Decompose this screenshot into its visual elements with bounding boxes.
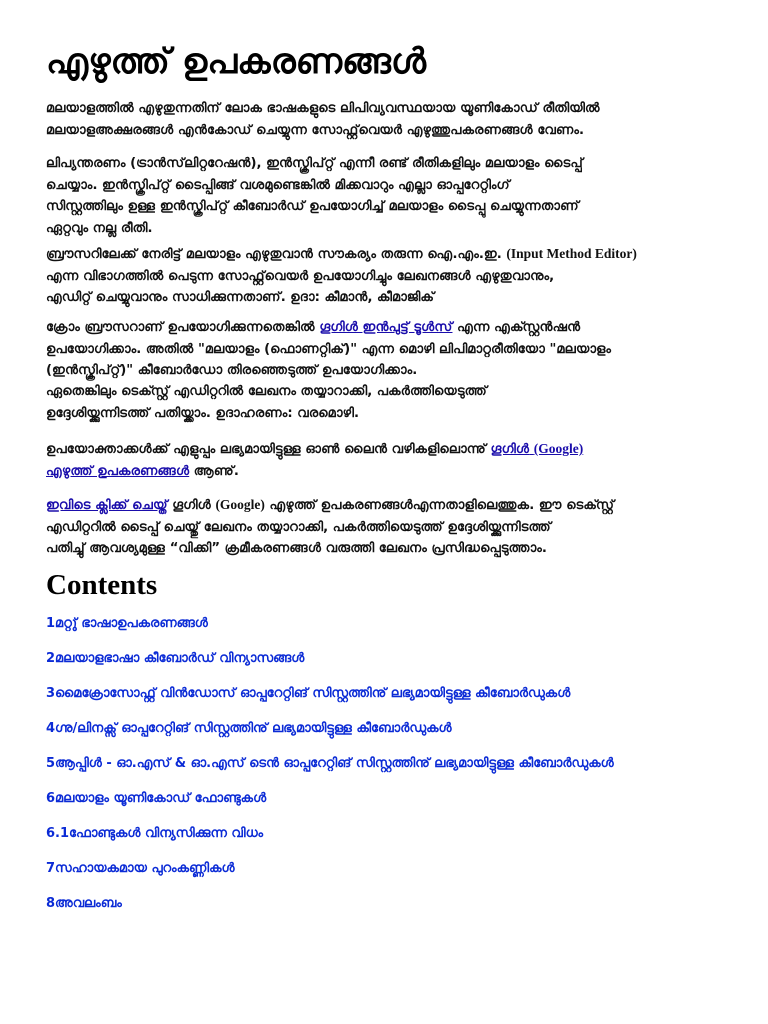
toc-item — [46, 787, 614, 822]
toc-item — [46, 682, 614, 717]
intro-paragraph — [46, 98, 736, 141]
text-segment: ഉപയോക്താക്കൾക്ക് എളുപ്പം ലഭ്യമായിട്ടുള്ള ഓൺ ലൈൻ വഴികളിലൊന്നു് — [46, 442, 486, 457]
google-input-tools-link[interactable]: ഗൂഗിൾ ഇൻപുട്ട് ടൂൾസ് — [319, 320, 453, 335]
toc-link-1[interactable]: 1മറ്റു് ഭാഷാഉപകരണങ്ങൾ — [46, 616, 208, 631]
click-here-link[interactable]: ഇവിടെ ക്ലിക്ക് ചെയ്ത് — [46, 498, 168, 513]
toc-link-2[interactable]: 2മലയാളഭാഷാ കീബോർഡ് വിന്യാസങ്ങൾ — [46, 651, 305, 666]
click-here-paragraph — [46, 494, 736, 560]
text-line: ഉപയോഗിക്കാം. അതിൽ "മലയാളം (ഫൊണറ്റിക്)" എന്ന മൊഴി ലിപിമാറ്റരീതിയോ "മലയാളം — [46, 341, 612, 357]
toc-item — [46, 857, 614, 892]
toc-item — [46, 647, 614, 682]
text-segment: എഴുത്ത് ഉപകരണങ്ങൾഎന്നതാളിലെത്തുക. ഈ ടെക്സ്റ്റ് — [269, 498, 615, 513]
text-line: എഡിറ്ററിൽ ടൈപ്പ് ചെയ്തു് ലേഖനം തയ്യാറാക്കി, പകർത്തിയെടുത്ത് ഉദ്ദേശിയ്ക്കുന്നിടത്ത് — [46, 519, 551, 535]
editor-paragraph — [46, 381, 736, 424]
toc-link-7[interactable]: 7സഹായകമായ പുറംകണ്ണികൾ — [46, 861, 235, 876]
ime-paragraph — [46, 243, 736, 309]
text-line: ചെയ്യാം. ഇൻസ്ക്രിപ്റ്റ് ടൈപ്പിങ്ങ് വശമുണ്ടെങ്കിൽ മിക്കവാറും എല്ലാ ഓപ്പറേറ്റിംഗ് — [46, 177, 510, 193]
text-line: മലയാളഅക്ഷരങ്ങൾ എൻകോഡ് ചെയ്യുന്ന സോഫ്റ്റ്‌വെയർ എഴുത്തുപകരണങ്ങൾ വേണം. — [46, 122, 584, 138]
toc-link-6[interactable]: 6മലയാളം യൂണികോഡ് ഫോണ്ടുകൾ — [46, 791, 267, 806]
google-link[interactable] — [491, 442, 584, 457]
toc-link-3[interactable]: 3മൈക്രോസോഫ്റ്റ് വിൻഡോസ് ഓപ്പറേറ്റിങ് സിസ്റ്റത്തിനു് ലഭ്യമായിട്ടുള്ള കീബോർഡുകൾ — [46, 686, 571, 701]
online-tools-paragraph — [46, 438, 736, 482]
link-text: ഗൂഗിൾ — [490, 442, 530, 457]
text-line: എഡിറ്റ് ചെയ്യുവാനും സാധിക്കുന്നതാണ്. ഉദാ: കീമാൻ, കീമാജിക് — [46, 290, 435, 305]
text-line: ലിപ്യന്തരണം (ട്രാൻസ്‌ലിറ്ററേഷൻ), ഇൻസ്ക്രിപ്റ്റ് എന്നീ രണ്ട് രീതികളിലും മലയാളം ടൈപ്പ് — [46, 156, 583, 171]
text-line: ഏതെങ്കിലും ടെക്സ്റ്റ് എഡിറ്ററിൽ ലേഖനം തയ്യാറാക്കി, പകർത്തിയെടുത്ത് — [46, 384, 487, 399]
chrome-paragraph — [46, 317, 736, 382]
toc-link-6-1[interactable]: 6.1ഫോണ്ടുകൾ വിന്യസിക്കുന്ന വിധം — [46, 826, 264, 841]
methods-paragraph — [46, 153, 736, 239]
link-text: (Google) — [533, 441, 584, 456]
text-line: മലയാളത്തിൽ എഴുതുന്നതിന് ലോക ഭാഷകളുടെ ലിപിവ്യവസ്ഥയായ യൂണികോഡ് രീതിയിൽ — [46, 101, 600, 116]
text-line — [46, 494, 736, 517]
text-line — [46, 438, 736, 461]
text-line: സിസ്റ്റത്തിലും ഉള്ള ഇൻസ്ക്രിപ്റ്റ് കീബോർഡ് ഉപയോഗിച്ച് മലയാളം ടൈപ്പു ചെയ്യുന്നതാണ് — [46, 199, 579, 214]
text-line — [46, 461, 736, 483]
toc-link-5[interactable]: 5ആപ്പിൾ - ഓ.എസ് & ഓ.എസ് ടെൻ ഓപ്പറേറ്റിങ് സിസ്റ്റത്തിനു് ലഭ്യമായിട്ടുള്ള കീബോർഡുകൾ — [46, 756, 614, 771]
text-line: ഉദ്ദേശിയ്ക്കുന്നിടത്ത് പതിയ്ക്കാം. ഉദാഹരണം: വരമൊഴി. — [46, 405, 359, 421]
toc-link-4[interactable]: 4ഗ്നു/ലിനക്സ് ഓപ്പറേറ്റിങ് സിസ്റ്റത്തിനു് ലഭ്യമായിട്ടുള്ള കീബോർഡുകൾ — [46, 721, 452, 736]
contents-heading: Contents — [46, 569, 158, 601]
text-segment: ആണു്. — [193, 463, 239, 479]
toc-item — [46, 717, 614, 752]
text-line — [46, 243, 736, 266]
toc-item — [46, 892, 614, 927]
text-segment: (Input Method Editor) — [506, 246, 637, 261]
page-title: എഴുത്ത് ഉപകരണങ്ങൾ — [46, 42, 427, 82]
toc-item — [46, 612, 614, 647]
text-segment: ഗൂഗിൾ — [172, 498, 211, 513]
toc-item — [46, 822, 614, 857]
text-line — [46, 317, 736, 339]
toc-item — [46, 752, 614, 787]
text-segment: ബ്രൗസറിലേക്ക് നേരിട്ട് മലയാളം എഴുതുവാൻ സൗകര്യം തരുന്ന ഐ.എം.ഇ. — [46, 247, 502, 262]
text-segment: (Google) — [215, 497, 265, 512]
text-line: പതിച്ചു് ആവശ്യമുള്ള “വിക്കി” ക്രമീകരണങ്ങൾ വരുത്തി ലേഖനം പ്രസിദ്ധപ്പെടുത്താം. — [46, 541, 547, 556]
table-of-contents — [46, 612, 614, 927]
text-line: ഏറ്റവും നല്ല രീതി. — [46, 220, 153, 236]
text-line: എന്ന വിഭാഗത്തിൽ പെടുന്ന സോഫ്റ്റ്‌വെയർ ഉപയോഗിച്ചും ലേഖനങ്ങൾ എഴുതുവാനും, — [46, 268, 555, 284]
toc-link-8[interactable]: 8അവലംബം — [46, 896, 122, 911]
text-segment: എന്ന എക്സ്റ്റൻഷൻ — [457, 320, 581, 335]
text-segment: ക്രോം ബ്രൗസറാണ് ഉപയോഗിക്കുന്നതെങ്കിൽ — [46, 320, 315, 335]
text-line: (ഇൻസ്ക്രിപ്റ്റ്)" കീബോർഡോ തിരഞ്ഞെടുത്ത് ഉപയോഗിക്കാം. — [46, 363, 418, 378]
writing-tools-link[interactable]: എഴുത്ത് ഉപകരണങ്ങൾ — [46, 463, 190, 479]
